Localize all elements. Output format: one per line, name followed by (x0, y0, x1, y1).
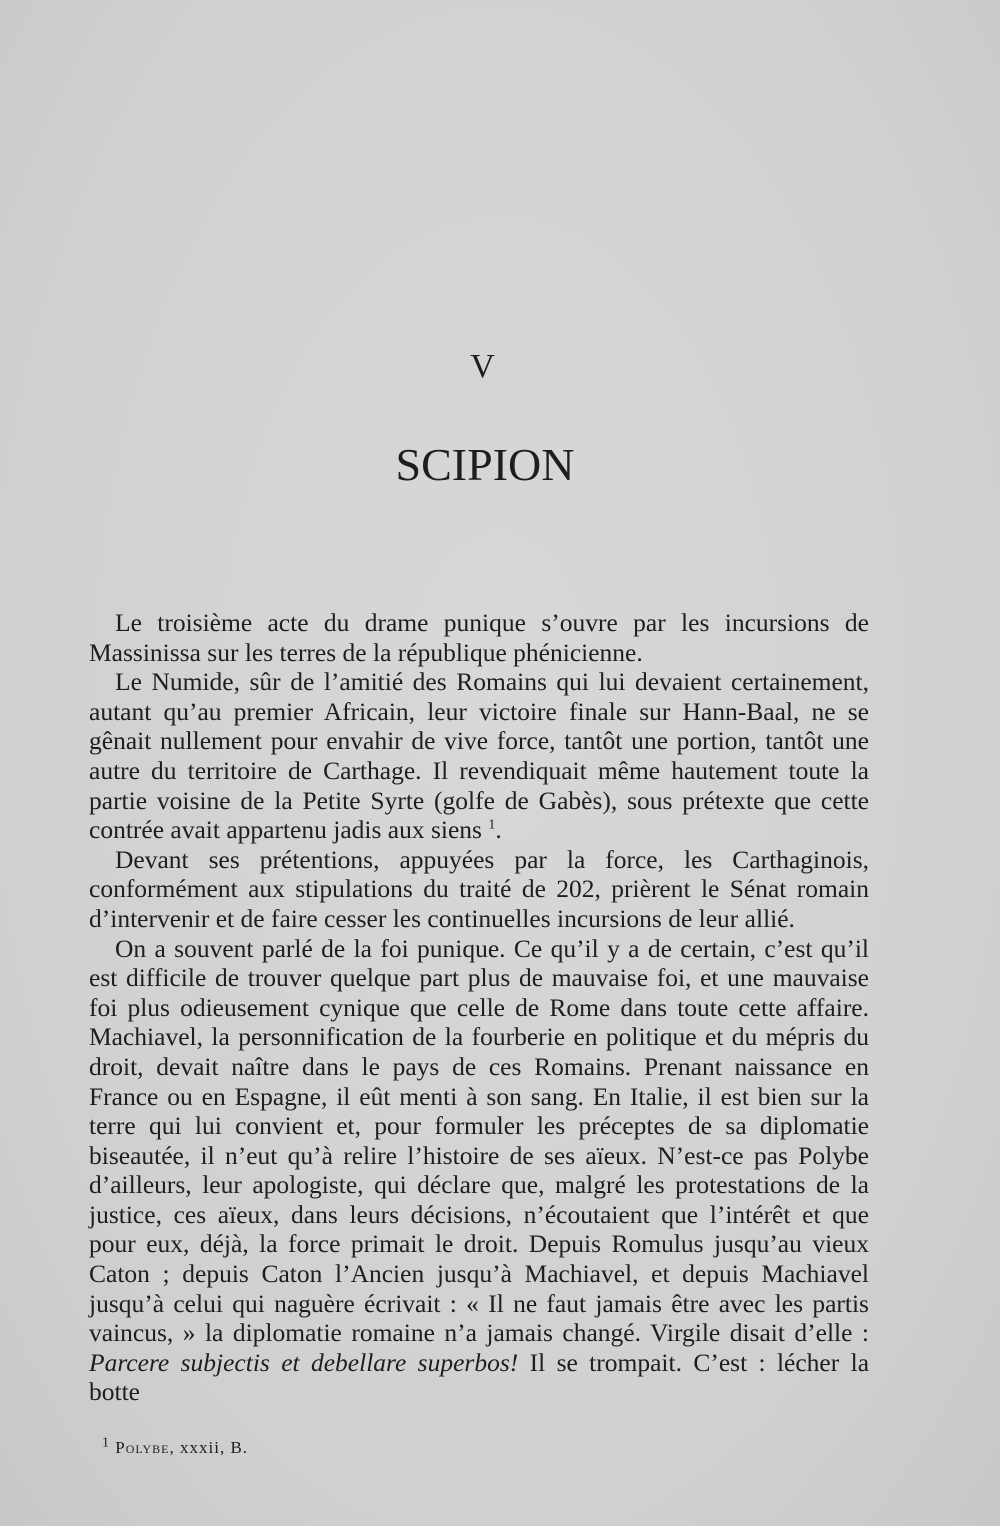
footnote-reference: 1 (488, 817, 496, 833)
body-text (89, 608, 869, 1407)
paragraph-2 (89, 667, 869, 845)
latin-quotation: Parcere subjectis et debellare superbos! (89, 1347, 519, 1377)
chapter-number: V (470, 348, 496, 385)
paragraph-1-text: Le troisième acte du drame punique s’ouvre par les incursions de Massinissa sur les terres de la république phénicienne. (89, 608, 869, 667)
paragraph-4 (89, 934, 869, 1408)
paragraph-3 (89, 845, 869, 934)
paragraph-4-tail: Il se trompait. C’est : lécher la botte (89, 1347, 870, 1407)
paragraph-2-text: Le Numide, sûr de l’amitié des Romains qui lui devaient certainement, autant qu’au premier Africain, leur victoire finale sur Hann-Baal, ne se gênait nullement pour envahir de vive force, tantôt une portion, tantôt une autre du territoire de Carthage. Il revendiquait même hautement toute la partie voisine de la Petite Syrte (golfe de Gabès), sous prétexte que cette contrée avait appartenu jadis aux siens (89, 667, 869, 845)
footnote-author: Polybe (115, 1438, 170, 1457)
chapter-title: SCIPION (395, 439, 575, 490)
paragraph-1 (89, 608, 869, 667)
paragraph-3-text: Devant ses prétentions, appuyées par la force, les Carthaginois, conformément aux stipulations du traité de 202, prièrent le Sénat romain d’intervenir et de faire cesser les continuelles incursions de leur allié. (89, 844, 869, 933)
footnote-marker: 1 (102, 1435, 110, 1451)
paragraph-4-text: On a souvent parlé de la foi punique. Ce qu’il y a de certain, c’est qu’il est difficile de trouver quelque part plus de mauvaise foi, et une mauvaise foi plus odieusement cynique que celle de Rome dans toute cette affaire. Machiavel, la personnification de la fourberie en politique et du mépris du droit, devait naître dans le pays de ces Romains. Prenant naissance en France ou en Espagne, il eût menti à son sang. En Italie, il est bien sur la terre qui lui convient et, pour formuler les préceptes de sa diplomatie biseautée, il n’eut qu’à relire l’histoire de ses aïeux. N’est-ce pas Polybe d’ailleurs, leur apologiste, qui déclare que, malgré les protestations de la justice, ces aïeux, dans leurs décisions, n’écoutaient que l’intérêt et que pour eux, déjà, la force primait le droit. Depuis Romulus jusqu’au vieux Caton ; depuis Caton l’Ancien jusqu’à Machiavel, et depuis Machiavel jusqu’à celui qui naguère écrivait : « Il ne faut jamais être avec les partis vaincus, » la diplomatie romaine n’a jamais changé. Virgile disait d’elle : (89, 933, 869, 1348)
paragraph-2-end: . (495, 815, 502, 845)
footnote-reference-text: , xxxii, B. (169, 1438, 249, 1457)
footnote (102, 1435, 249, 1458)
